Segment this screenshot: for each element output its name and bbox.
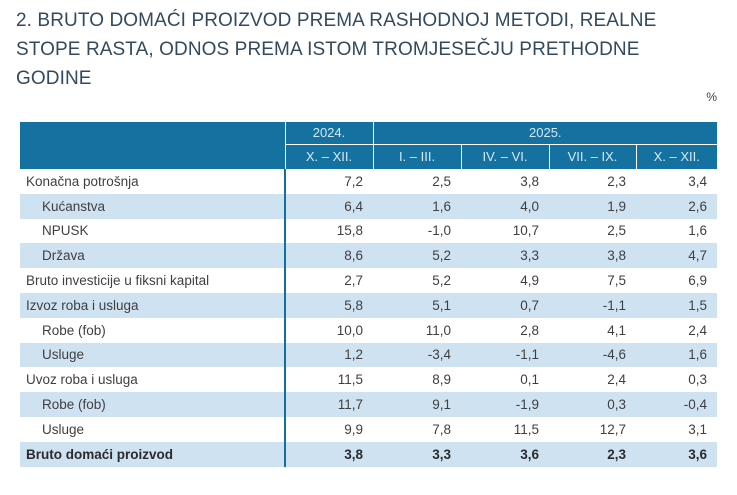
value-cell: 2,5 <box>607 223 626 239</box>
value-cell: 5,2 <box>373 243 461 268</box>
table-header <box>20 122 717 169</box>
row-label: Usluge <box>20 343 285 368</box>
year-group-2025: 2025. <box>373 122 717 144</box>
value-cell: -1,9 <box>461 392 549 417</box>
value-cell: 2,7 <box>285 268 373 293</box>
table-row <box>20 318 717 343</box>
value-cell: 5,1 <box>373 293 461 318</box>
table-row <box>20 442 717 467</box>
value-cell: 2,4 <box>688 322 708 338</box>
value-cell: 9,1 <box>373 392 461 417</box>
table-row <box>20 169 717 194</box>
row-label: Robe (fob) <box>20 392 285 417</box>
value-cell: 0,3 <box>549 392 636 417</box>
value-cell: 11,7 <box>285 392 373 417</box>
value-cell: -1,0 <box>427 223 451 239</box>
row-label: Izvoz roba i usluga <box>20 293 285 318</box>
column-header-quarter: IV. – VI. <box>461 144 549 169</box>
table-body <box>20 169 717 467</box>
table-row <box>20 268 717 293</box>
table-row <box>20 417 717 442</box>
value-cell: 11,5 <box>285 367 373 392</box>
value-cell: 2,8 <box>520 322 539 338</box>
row-label: Uvoz roba i usluga <box>26 372 138 388</box>
value-cell: 3,6 <box>461 442 549 467</box>
row-label: Robe (fob) <box>42 322 106 338</box>
row-label: Bruto investicije u fiksni kapital <box>26 273 210 289</box>
value-cell: 11,0 <box>425 322 451 338</box>
row-label: Kućanstva <box>20 194 285 219</box>
value-cell: 12,7 <box>599 421 626 437</box>
value-cell: 9,9 <box>285 417 373 442</box>
gdp-expenditure-table <box>20 122 717 467</box>
value-cell: 3,1 <box>688 421 708 437</box>
value-cell: -0,4 <box>636 392 717 417</box>
value-cell: 3,8 <box>285 442 373 467</box>
value-cell: 15,8 <box>285 219 373 244</box>
value-cell: 6,9 <box>688 273 708 289</box>
value-cell: 0,1 <box>520 372 539 388</box>
value-cell: 10,0 <box>285 318 373 343</box>
value-cell: 3,8 <box>520 173 539 189</box>
value-cell: 7,5 <box>607 273 626 289</box>
column-header-quarter: X. – XII. <box>285 144 373 169</box>
row-label: Konačna potrošnja <box>26 173 139 189</box>
value-cell: 7,2 <box>285 169 373 194</box>
table-row <box>20 293 717 318</box>
value-cell: 4,9 <box>520 273 539 289</box>
value-cell: 4,1 <box>607 322 626 338</box>
table-row <box>20 194 717 219</box>
table-row <box>20 343 717 368</box>
year-group-2024: 2024. <box>285 122 373 144</box>
row-label: NPUSK <box>42 223 89 239</box>
value-cell: 4,0 <box>461 194 549 219</box>
value-cell: -1,1 <box>549 293 636 318</box>
value-cell: 6,4 <box>285 194 373 219</box>
value-cell: 3,3 <box>461 243 549 268</box>
value-cell: 10,7 <box>512 223 539 239</box>
value-cell: 3,4 <box>688 173 708 189</box>
column-header-quarter: X. – XII. <box>636 144 717 169</box>
value-cell: 7,8 <box>432 421 451 437</box>
page-title: 2. BRUTO DOMAĆI PROIZVOD PREMA RASHODNOJ METODI, REALNE STOPE RASTA, ODNOS PREMA ISTOM TROMJESEČJU PRETHODNE GODINE <box>16 10 657 89</box>
value-cell: -1,1 <box>461 343 549 368</box>
column-header-quarter: I. – III. <box>373 144 461 169</box>
table-row <box>20 392 717 417</box>
value-cell: 3,3 <box>373 442 461 467</box>
value-cell: 3,6 <box>636 442 717 467</box>
value-cell: 1,5 <box>636 293 717 318</box>
value-cell: 0,3 <box>688 372 708 388</box>
value-cell: 5,2 <box>432 273 451 289</box>
value-cell: 2,6 <box>636 194 717 219</box>
value-cell: 1,9 <box>549 194 636 219</box>
row-label: Bruto domaći proizvod <box>20 442 285 467</box>
value-cell: 0,7 <box>461 293 549 318</box>
column-header-quarter: VII. – IX. <box>549 144 636 169</box>
value-cell: 1,2 <box>285 343 373 368</box>
row-label: Usluge <box>42 421 85 437</box>
value-cell: 1,6 <box>636 343 717 368</box>
value-cell: 11,5 <box>513 421 539 437</box>
table-row <box>20 243 717 268</box>
unit-label: % <box>706 90 717 104</box>
value-cell: 8,6 <box>285 243 373 268</box>
value-cell: 8,9 <box>432 372 451 388</box>
table-row <box>20 367 717 392</box>
value-cell: 4,7 <box>636 243 717 268</box>
value-cell: 5,8 <box>285 293 373 318</box>
value-cell: -3,4 <box>373 343 461 368</box>
value-cell: 2,3 <box>549 442 636 467</box>
table-row <box>20 219 717 244</box>
value-cell: 1,6 <box>373 194 461 219</box>
value-cell: -4,6 <box>549 343 636 368</box>
label-column-header <box>20 122 285 169</box>
value-cell: 2,5 <box>432 173 451 189</box>
value-cell: 1,6 <box>688 223 708 239</box>
value-cell: 2,3 <box>607 173 626 189</box>
value-cell: 3,8 <box>549 243 636 268</box>
row-label: Država <box>20 243 285 268</box>
value-cell: 2,4 <box>607 372 626 388</box>
